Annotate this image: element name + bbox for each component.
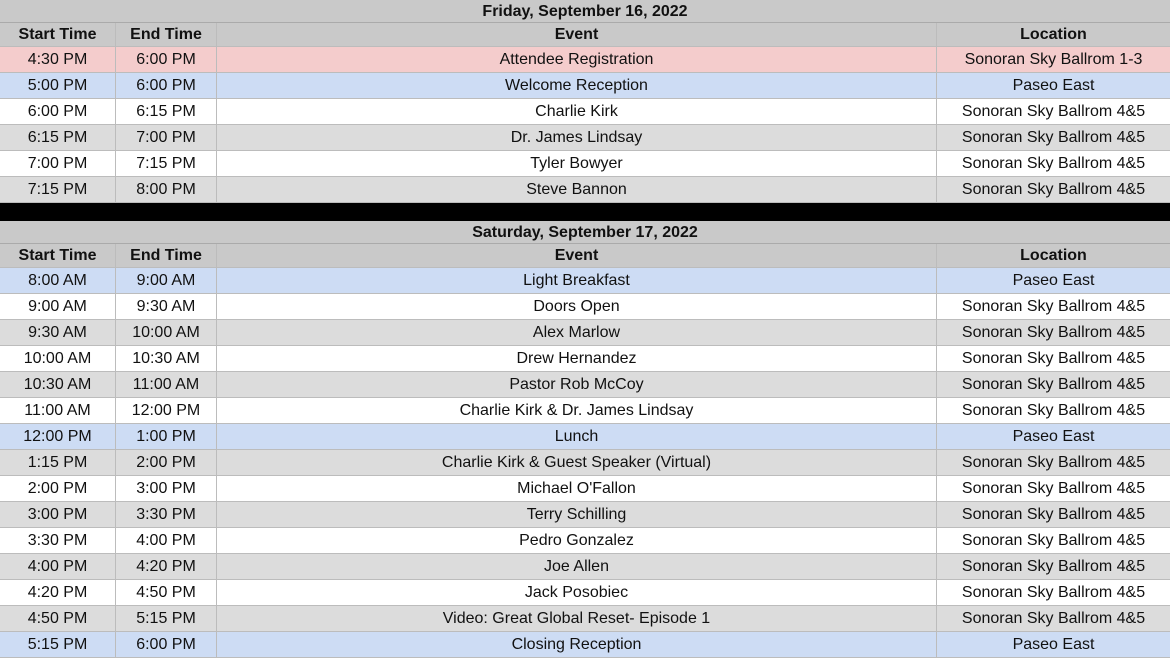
event-cell: Alex Marlow: [217, 320, 937, 345]
column-header-location: Location: [1020, 25, 1087, 43]
location-cell: Sonoran Sky Ballrom 4&5: [961, 531, 1146, 549]
column-header-event: Event: [217, 244, 937, 267]
event-cell: Terry Schilling: [217, 502, 937, 527]
end-time-cell: 4:20 PM: [116, 554, 217, 579]
day-title: Saturday, September 17, 2022: [0, 221, 1170, 244]
start-time-cell: 6:15 PM: [0, 125, 116, 150]
start-time-cell: 7:00 PM: [0, 151, 116, 176]
table-row: [0, 606, 1170, 632]
start-time-cell: 9:30 AM: [0, 320, 116, 345]
event-cell: Tyler Bowyer: [217, 151, 937, 176]
end-time-cell: 4:50 PM: [116, 580, 217, 605]
location-cell: Sonoran Sky Ballrom 4&5: [961, 557, 1146, 575]
location-cell: Sonoran Sky Ballrom 4&5: [961, 128, 1146, 146]
start-time-cell: 9:00 AM: [0, 294, 116, 319]
end-time-cell: 5:15 PM: [116, 606, 217, 631]
location-cell: Sonoran Sky Ballrom 4&5: [961, 349, 1146, 367]
location-cell: Paseo East: [1012, 271, 1095, 289]
event-cell: Attendee Registration: [217, 47, 937, 72]
start-time-cell: 2:00 PM: [0, 476, 116, 501]
location-cell: Paseo East: [1012, 76, 1095, 94]
start-time-cell: 3:30 PM: [0, 528, 116, 553]
end-time-cell: 6:00 PM: [116, 73, 217, 98]
table-row: [0, 320, 1170, 346]
end-time-cell: 6:00 PM: [116, 47, 217, 72]
event-cell: Steve Bannon: [217, 177, 937, 202]
table-row: [0, 294, 1170, 320]
start-time-cell: 5:00 PM: [0, 73, 116, 98]
end-time-cell: 9:00 AM: [116, 268, 217, 293]
location-cell: Sonoran Sky Ballrom 4&5: [961, 609, 1146, 627]
event-cell: Michael O'Fallon: [217, 476, 937, 501]
table-row: [0, 268, 1170, 294]
start-time-cell: 4:00 PM: [0, 554, 116, 579]
table-row: [0, 125, 1170, 151]
start-time-cell: 8:00 AM: [0, 268, 116, 293]
event-cell: Pastor Rob McCoy: [217, 372, 937, 397]
location-cell: Sonoran Sky Ballrom 4&5: [961, 401, 1146, 419]
day-section: [0, 0, 1170, 203]
end-time-cell: 2:00 PM: [116, 450, 217, 475]
day-divider: [0, 203, 1170, 221]
table-row: [0, 632, 1170, 658]
location-cell: Sonoran Sky Ballrom 4&5: [961, 453, 1146, 471]
location-cell: Sonoran Sky Ballrom 4&5: [961, 180, 1146, 198]
end-time-cell: 6:15 PM: [116, 99, 217, 124]
table-row: [0, 151, 1170, 177]
start-time-cell: 7:15 PM: [0, 177, 116, 202]
location-cell: Sonoran Sky Ballrom 4&5: [961, 583, 1146, 601]
table-row: [0, 398, 1170, 424]
table-row: [0, 372, 1170, 398]
event-cell: Charlie Kirk & Dr. James Lindsay: [217, 398, 937, 423]
location-cell: Sonoran Sky Ballrom 4&5: [961, 154, 1146, 172]
location-cell: Sonoran Sky Ballrom 4&5: [961, 297, 1146, 315]
event-cell: Doors Open: [217, 294, 937, 319]
column-header-end-time: End Time: [116, 244, 217, 267]
table-row: [0, 177, 1170, 203]
location-cell: Sonoran Sky Ballrom 4&5: [961, 323, 1146, 341]
event-cell: Closing Reception: [217, 632, 937, 657]
start-time-cell: 6:00 PM: [0, 99, 116, 124]
end-time-cell: 12:00 PM: [116, 398, 217, 423]
event-cell: Jack Posobiec: [217, 580, 937, 605]
event-cell: Welcome Reception: [217, 73, 937, 98]
column-header-end-time: End Time: [116, 23, 217, 46]
event-cell: Charlie Kirk & Guest Speaker (Virtual): [217, 450, 937, 475]
column-header-row: [0, 23, 1170, 47]
location-cell: Sonoran Sky Ballrom 4&5: [961, 479, 1146, 497]
table-row: [0, 528, 1170, 554]
end-time-cell: 11:00 AM: [116, 372, 217, 397]
start-time-cell: 3:00 PM: [0, 502, 116, 527]
start-time-cell: 4:50 PM: [0, 606, 116, 631]
column-header-location: Location: [1020, 246, 1087, 264]
event-cell: Charlie Kirk: [217, 99, 937, 124]
column-header-event: Event: [217, 23, 937, 46]
event-cell: Light Breakfast: [217, 268, 937, 293]
event-cell: Drew Hernandez: [217, 346, 937, 371]
table-row: [0, 502, 1170, 528]
end-time-cell: 9:30 AM: [116, 294, 217, 319]
table-row: [0, 424, 1170, 450]
end-time-cell: 7:00 PM: [116, 125, 217, 150]
start-time-cell: 10:00 AM: [0, 346, 116, 371]
end-time-cell: 10:30 AM: [116, 346, 217, 371]
start-time-cell: 10:30 AM: [0, 372, 116, 397]
day-section: [0, 221, 1170, 658]
event-cell: Pedro Gonzalez: [217, 528, 937, 553]
end-time-cell: 10:00 AM: [116, 320, 217, 345]
table-row: [0, 450, 1170, 476]
table-row: [0, 47, 1170, 73]
table-row: [0, 580, 1170, 606]
table-row: [0, 554, 1170, 580]
location-cell: Paseo East: [1012, 635, 1095, 653]
start-time-cell: 1:15 PM: [0, 450, 116, 475]
table-row: [0, 99, 1170, 125]
end-time-cell: 7:15 PM: [116, 151, 217, 176]
table-row: [0, 73, 1170, 99]
end-time-cell: 3:00 PM: [116, 476, 217, 501]
start-time-cell: 5:15 PM: [0, 632, 116, 657]
location-cell: Sonoran Sky Ballrom 1-3: [964, 50, 1143, 68]
start-time-cell: 12:00 PM: [0, 424, 116, 449]
column-header-row: [0, 244, 1170, 268]
end-time-cell: 6:00 PM: [116, 632, 217, 657]
location-cell: Sonoran Sky Ballrom 4&5: [961, 102, 1146, 120]
end-time-cell: 1:00 PM: [116, 424, 217, 449]
location-cell: Sonoran Sky Ballrom 4&5: [961, 505, 1146, 523]
end-time-cell: 3:30 PM: [116, 502, 217, 527]
location-cell: Paseo East: [1012, 427, 1095, 445]
table-row: [0, 346, 1170, 372]
day-title: Friday, September 16, 2022: [0, 0, 1170, 23]
event-cell: Dr. James Lindsay: [217, 125, 937, 150]
location-cell: Sonoran Sky Ballrom 4&5: [961, 375, 1146, 393]
event-cell: Lunch: [217, 424, 937, 449]
table-row: [0, 476, 1170, 502]
end-time-cell: 8:00 PM: [116, 177, 217, 202]
column-header-start-time: Start Time: [0, 244, 116, 267]
column-header-start-time: Start Time: [0, 23, 116, 46]
event-cell: Joe Allen: [217, 554, 937, 579]
start-time-cell: 11:00 AM: [0, 398, 116, 423]
start-time-cell: 4:30 PM: [0, 47, 116, 72]
end-time-cell: 4:00 PM: [116, 528, 217, 553]
start-time-cell: 4:20 PM: [0, 580, 116, 605]
event-cell: Video: Great Global Reset- Episode 1: [217, 606, 937, 631]
